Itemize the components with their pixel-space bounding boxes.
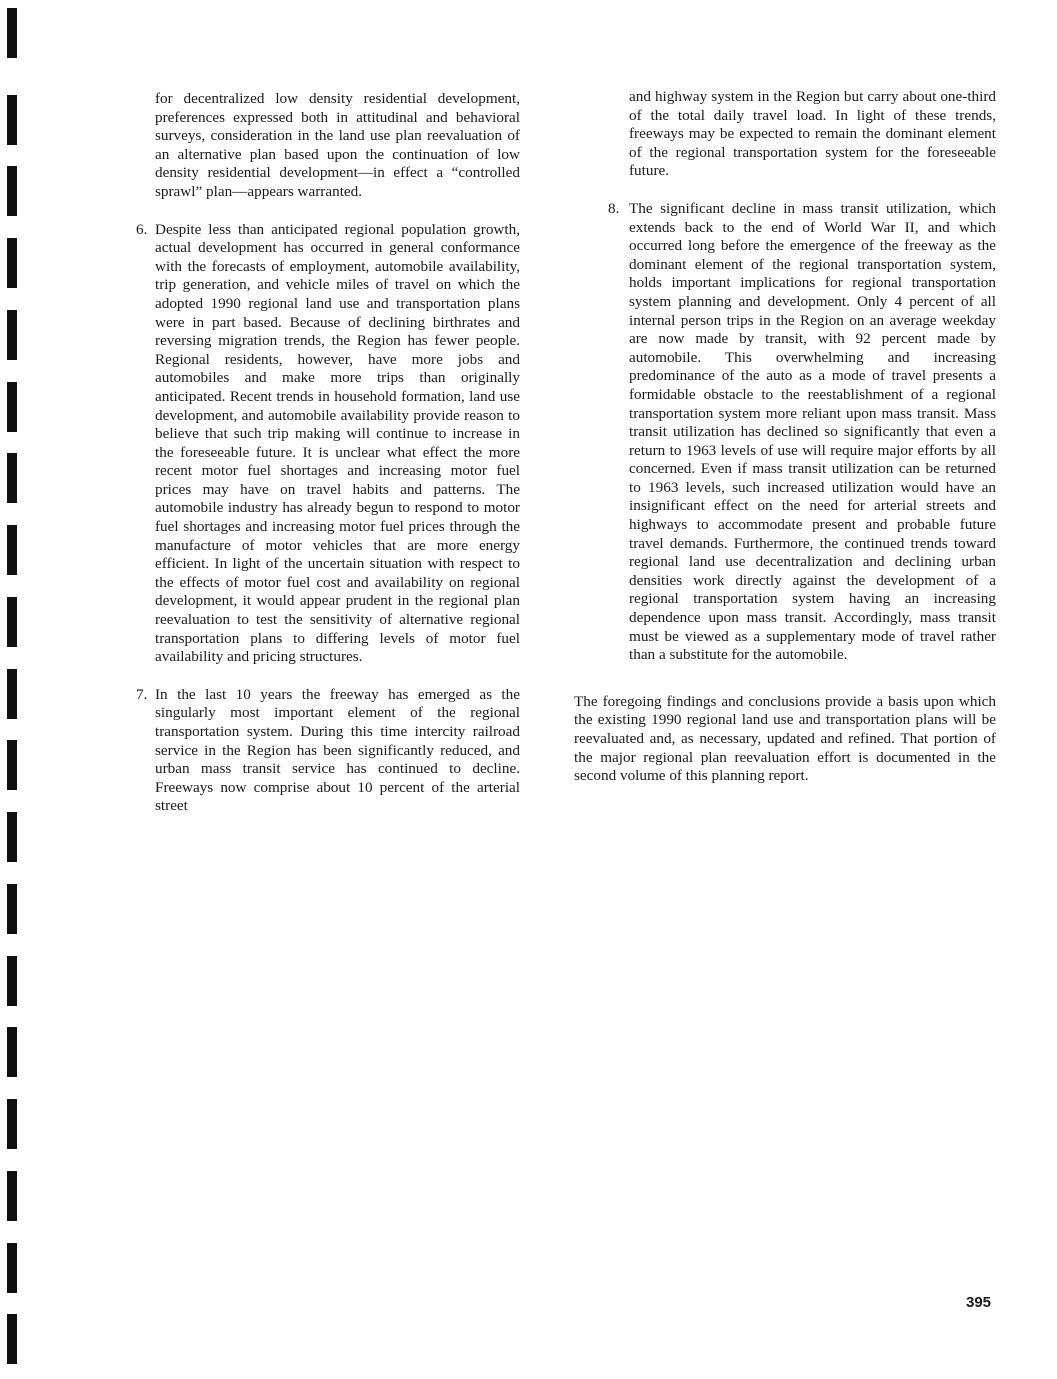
- binding-marks: [0, 0, 30, 1379]
- binding-mark: [7, 1027, 17, 1077]
- item-number: 7.: [136, 685, 148, 703]
- binding-mark: [7, 95, 17, 145]
- item-number: 6.: [136, 220, 148, 238]
- binding-mark: [7, 884, 17, 934]
- item-number: 8.: [608, 199, 620, 217]
- binding-mark: [7, 1171, 17, 1221]
- binding-mark: [7, 740, 17, 790]
- item-text: In the last 10 years the freeway has emerged as the singularly most important element of the regional transportation system. During this time intercity railroad service in the Region has been significantly reduced, and urban mass transit service has continued to decline. Freeways now comprise about 10 percent of the arterial street: [155, 685, 520, 815]
- binding-mark: [7, 382, 17, 432]
- binding-mark: [7, 1243, 17, 1293]
- list-item-8: [574, 200, 996, 665]
- binding-mark: [7, 310, 17, 360]
- left-column: [136, 90, 520, 816]
- binding-mark: [7, 238, 17, 288]
- binding-mark: [7, 8, 17, 58]
- page-number: 395: [966, 1294, 992, 1311]
- continuation-paragraph: and highway system in the Region but carry about one-third of the total daily travel load. In light of these trends, freeways may be expected to remain the dominant element of the regional transportation system for the foreseeable future.: [629, 88, 996, 180]
- item-text: Despite less than anticipated regional population growth, actual development has occurred in general conformance with the forecasts of employment, automobile availability, trip generation, and vehicle miles of travel on which the adopted 1990 regional land use and transportation plans were in part based. Because of declining birthrates and reversing migration trends, the Region has fewer people. Regional residents, however, have more jobs and automobiles and make more trips than originally anticipated. Recent trends in household formation, land use development, and automobile availability provide reason to believe that such trip making will continue to increase in the foreseeable future. It is unclear what effect the more recent motor fuel shortages and increasing motor fuel prices may have on travel habits and patterns. The automobile industry has already begun to respond to motor fuel shortages and increasing motor fuel prices through the manufacture of motor vehicles that are more energy efficient. In light of the uncertain situation with respect to the effects of motor fuel cost and availability on regional development, it would appear prudent in the regional plan reevaluation to test the sensitivity of alternative regional transportation plans to differing levels of motor fuel availability and pricing structures.: [155, 220, 520, 666]
- binding-mark: [7, 812, 17, 862]
- binding-mark: [7, 597, 17, 647]
- list-item-7: [136, 686, 520, 816]
- binding-mark: [7, 956, 17, 1006]
- binding-mark: [7, 166, 17, 216]
- binding-mark: [7, 669, 17, 719]
- continuation-paragraph: for decentralized low density residential development, preferences expressed both in attitudinal and behavioral surveys, consideration in the land use plan reevaluation of an alternative plan based upon the continuation of low density residential development—in effect a “controlled sprawl” plan—appears warranted.: [155, 90, 520, 200]
- binding-mark: [7, 1099, 17, 1149]
- item-text: The significant decline in mass transit utilization, which extends back to the end of World War II, and which occurred long before the emergence of the freeway as the dominant element of the regional transportation system, holds important implications for regional transportation system planning and development. Only 4 percent of all internal person trips in the Region on an average weekday are now made by transit, with 92 percent made by automobile. This overwhelming and increasing predominance of the auto as a mode of travel presents a formidable obstacle to the reestablishment of a regional transportation system more reliant upon mass transit. Mass transit utilization has declined so significantly that even a return to 1963 levels of use will require major efforts by all concerned. Even if mass transit utilization can be returned to 1963 levels, such increased utilization would have an insignificant effect on the need for arterial streets and highways to accommodate present and probable future travel demands. Furthermore, the continued trends toward regional land use decentralization and declining urban densities work directly against the development of a regional transportation system having an increasing dependence upon mass transit. Accordingly, mass transit must be viewed as a supplementary mode of travel rather than a substitute for the automobile.: [629, 199, 996, 664]
- list-item-6: [136, 221, 520, 667]
- binding-mark: [7, 1314, 17, 1364]
- binding-mark: [7, 525, 17, 575]
- right-column: [574, 90, 996, 786]
- closing-paragraph: The foregoing findings and conclusions provide a basis upon which the existing 1990 regional land use and transportation plans will be reevaluated and, as necessary, updated and refined. That portion of the major regional plan reevaluation effort is documented in the second volume of this planning report.: [574, 692, 996, 785]
- binding-mark: [7, 453, 17, 503]
